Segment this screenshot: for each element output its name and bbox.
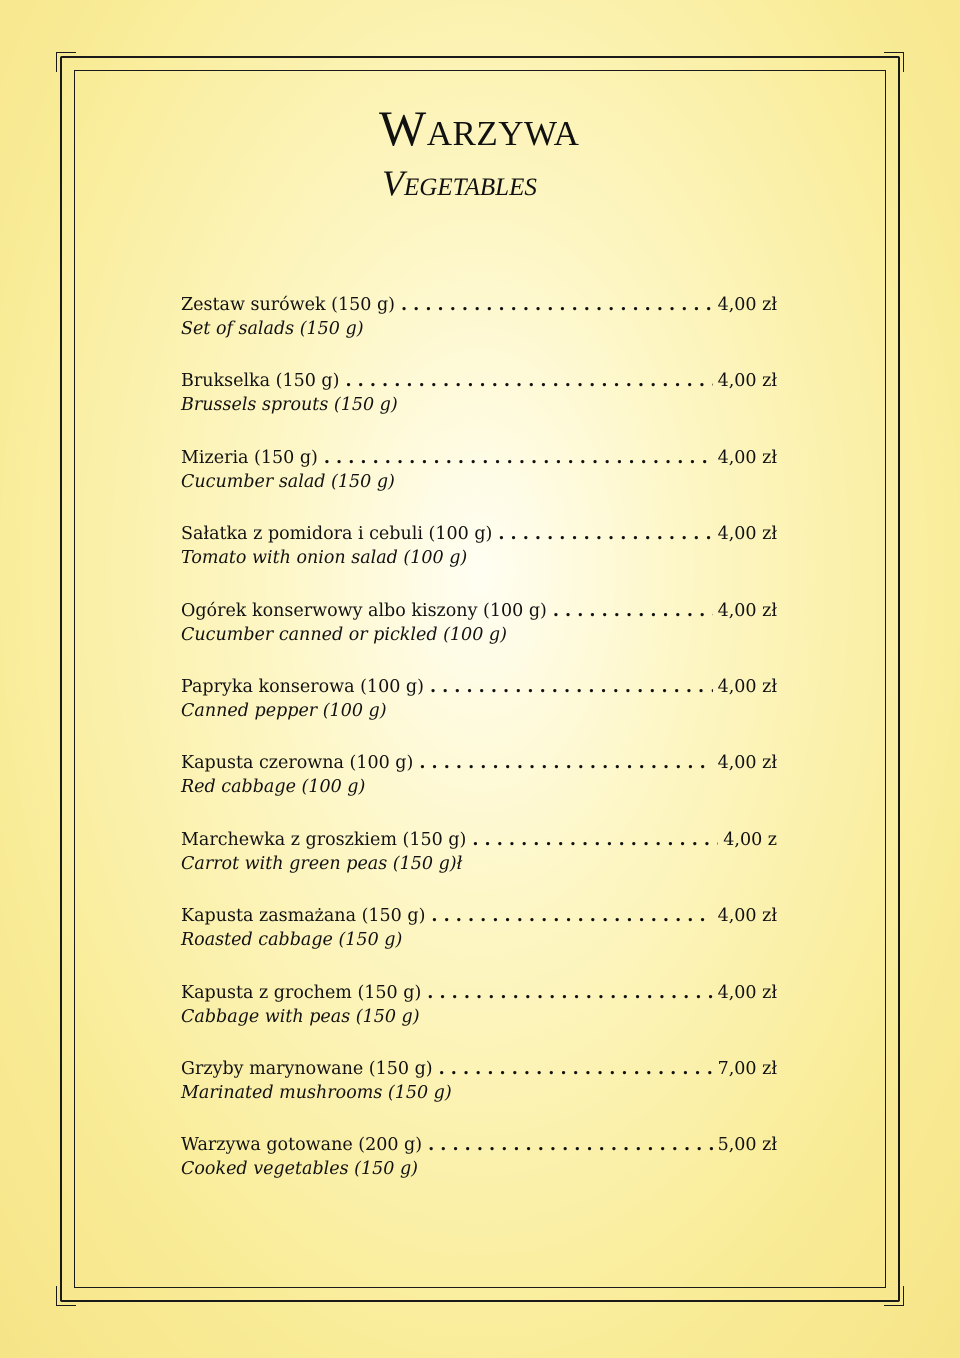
item-name-en: Set of salads (150 g)	[181, 319, 364, 339]
item-name-en: Roasted cabbage (150 g)	[181, 930, 403, 951]
item-name-pl: Sałatka z pomidora i cebuli (100 g)	[181, 524, 493, 545]
dot-leader	[553, 598, 713, 624]
item-name-en: Cucumber canned or pickled (100 g)	[181, 624, 507, 645]
page-subtitle: Vegetables	[382, 163, 537, 203]
dot-leader	[401, 292, 713, 318]
item-name-pl: Mizeria (150 g)	[181, 447, 318, 468]
item-name-en: Cooked vegetables (150 g)	[181, 1159, 418, 1180]
menu-item	[181, 827, 777, 903]
item-name-pl: Zestaw surówek (150 g)	[181, 295, 395, 315]
menu-item	[181, 980, 777, 1056]
dot-leader	[345, 368, 712, 394]
item-name-en: Cabbage with peas (150 g)	[181, 1006, 420, 1027]
item-price: 4,00 zł	[717, 295, 777, 315]
dot-leader	[439, 1056, 713, 1082]
dot-leader	[498, 521, 712, 547]
item-name-pl: Brukselka (150 g)	[181, 371, 340, 392]
item-price: 7,00 zł	[717, 1058, 777, 1079]
menu-item	[181, 1056, 777, 1132]
item-name-pl: Warzywa gotowane (200 g)	[181, 1135, 423, 1156]
item-price: 5,00 zł	[717, 1135, 777, 1156]
dot-leader	[324, 445, 713, 471]
item-name-en: Brussels sprouts (150 g)	[181, 395, 398, 416]
item-name-pl: Papryka konserowa (100 g)	[181, 676, 424, 697]
dot-leader	[427, 980, 712, 1006]
dot-leader	[430, 674, 713, 700]
item-name-en: Cucumber salad (150 g)	[181, 471, 395, 492]
menu-item	[181, 674, 777, 750]
item-price: 4,00 zł	[717, 676, 777, 697]
menu-item	[181, 445, 777, 521]
corner-ornament-bottom-left	[56, 1286, 76, 1306]
item-price: 4,00 zł	[717, 600, 777, 621]
menu-item	[181, 521, 777, 597]
menu-item	[181, 750, 777, 826]
menu-list	[181, 292, 777, 1209]
item-price: 4,00 zł	[717, 524, 777, 545]
item-price: 4,00 zł	[717, 906, 777, 927]
item-name-en: Carrot with green peas (150 g)ł	[181, 853, 463, 874]
item-name-en: Canned pepper (100 g)	[181, 700, 387, 721]
item-price: 4,00 zł	[717, 447, 777, 468]
dot-leader	[472, 827, 718, 853]
item-name-pl: Grzyby marynowane (150 g)	[181, 1058, 433, 1079]
corner-ornament-top-right	[884, 52, 904, 72]
item-price: 4,00 zł	[717, 371, 777, 392]
menu-item	[181, 368, 777, 444]
corner-ornament-top-left	[56, 52, 76, 72]
menu-item	[181, 1132, 777, 1208]
menu-item	[181, 292, 777, 368]
item-name-pl: Kapusta zasmażana (150 g)	[181, 906, 426, 927]
page-title: Warzywa	[379, 100, 580, 156]
corner-ornament-bottom-right	[884, 1286, 904, 1306]
item-name-pl: Kapusta czerowna (100 g)	[181, 753, 414, 774]
item-name-en: Red cabbage (100 g)	[181, 777, 366, 798]
item-name-en: Marinated mushrooms (150 g)	[181, 1082, 452, 1103]
item-name-en: Tomato with onion salad (100 g)	[181, 548, 468, 569]
item-price: 4,00 zł	[717, 982, 777, 1003]
dot-leader	[428, 1132, 713, 1158]
item-name-pl: Kapusta z grochem (150 g)	[181, 982, 422, 1003]
item-name-pl: Marchewka z groszkiem (150 g)	[181, 829, 467, 850]
dot-leader	[431, 903, 712, 929]
dot-leader	[419, 750, 712, 776]
item-price: 4,00 z	[723, 829, 777, 850]
menu-item	[181, 598, 777, 674]
menu-item	[181, 903, 777, 979]
item-name-pl: Ogórek konserwowy albo kiszony (100 g)	[181, 600, 547, 621]
item-price: 4,00 zł	[717, 753, 777, 774]
